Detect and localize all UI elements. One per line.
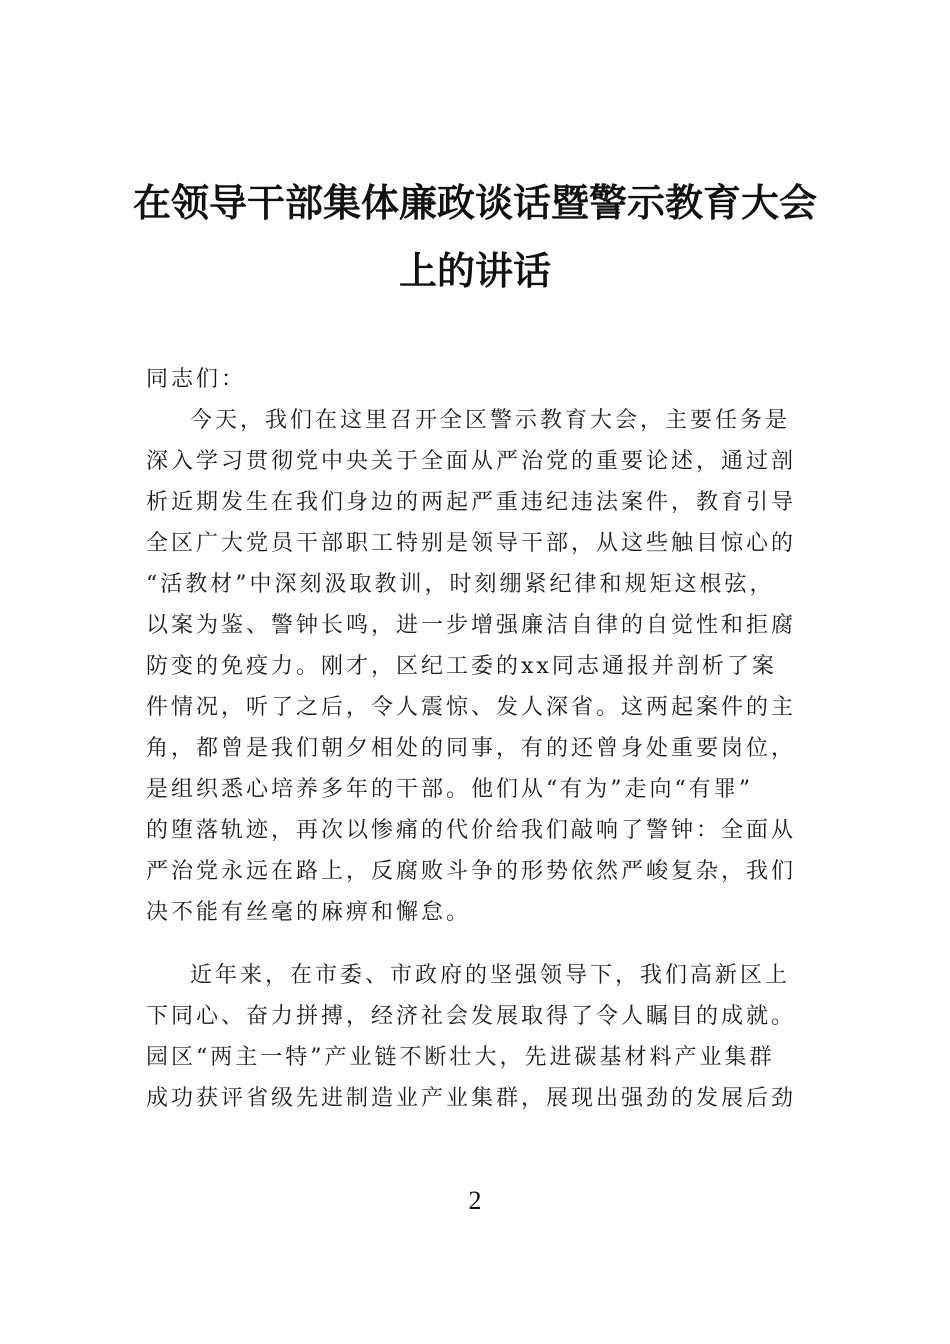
page-number: 2 bbox=[468, 1186, 482, 1215]
body-line: 防变的免疫力。刚才，区纪工委的xx同志通报并剖析了案 bbox=[146, 654, 777, 679]
body-line: 决不能有丝毫的麻痹和懈怠。 bbox=[146, 900, 472, 925]
body-line: 是组织悉心培养多年的干部。他们从“有为”走向“有罪” bbox=[146, 777, 753, 802]
salutation: 同志们： bbox=[146, 367, 247, 392]
body-line: 的堕落轨迹，再次以惨痛的代价给我们敲响了警钟：全面从 bbox=[146, 818, 797, 843]
body-line: 以案为鉴、警钟长鸣，进一步增强廉洁自律的自觉性和拒腐 bbox=[146, 613, 797, 638]
body-line: 全区广大党员干部职工特别是领导干部，从这些触目惊心的 bbox=[146, 531, 797, 556]
body-line: 角，都曾是我们朝夕相处的同事，有的还曾身处重要岗位， bbox=[146, 736, 797, 761]
body-line: “活教材”中深刻汲取教训，时刻绷紧纪律和规矩这根弦， bbox=[146, 572, 775, 597]
body-line: 成功获评省级先进制造业产业集群，展现出强劲的发展后劲 bbox=[146, 1086, 797, 1111]
document-title-line-1: 在领导干部集体廉政谈话暨警示教育大会 bbox=[132, 180, 817, 225]
body-line: 今天，我们在这里召开全区警示教育大会，主要任务是 bbox=[190, 408, 791, 433]
body-line: 析近期发生在我们身边的两起严重违纪违法案件，教育引导 bbox=[146, 490, 797, 515]
body-line: 近年来，在市委、市政府的坚强领导下，我们高新区上 bbox=[190, 963, 791, 988]
body-line: 深入学习贯彻党中央关于全面从严治党的重要论述，通过剖 bbox=[146, 449, 797, 474]
document-title-line-2: 上的讲话 bbox=[398, 248, 551, 293]
body-line: 下同心、奋力拼搏，经济社会发展取得了令人瞩目的成就。 bbox=[146, 1004, 797, 1029]
body-line: 严治党永远在路上，反腐败斗争的形势依然严峻复杂，我们 bbox=[146, 859, 797, 884]
body-line: 件情况，听了之后，令人震惊、发人深省。这两起案件的主 bbox=[146, 695, 797, 720]
body-line: 园区“两主一特”产业链不断壮大，先进碳基材料产业集群 bbox=[146, 1045, 775, 1070]
